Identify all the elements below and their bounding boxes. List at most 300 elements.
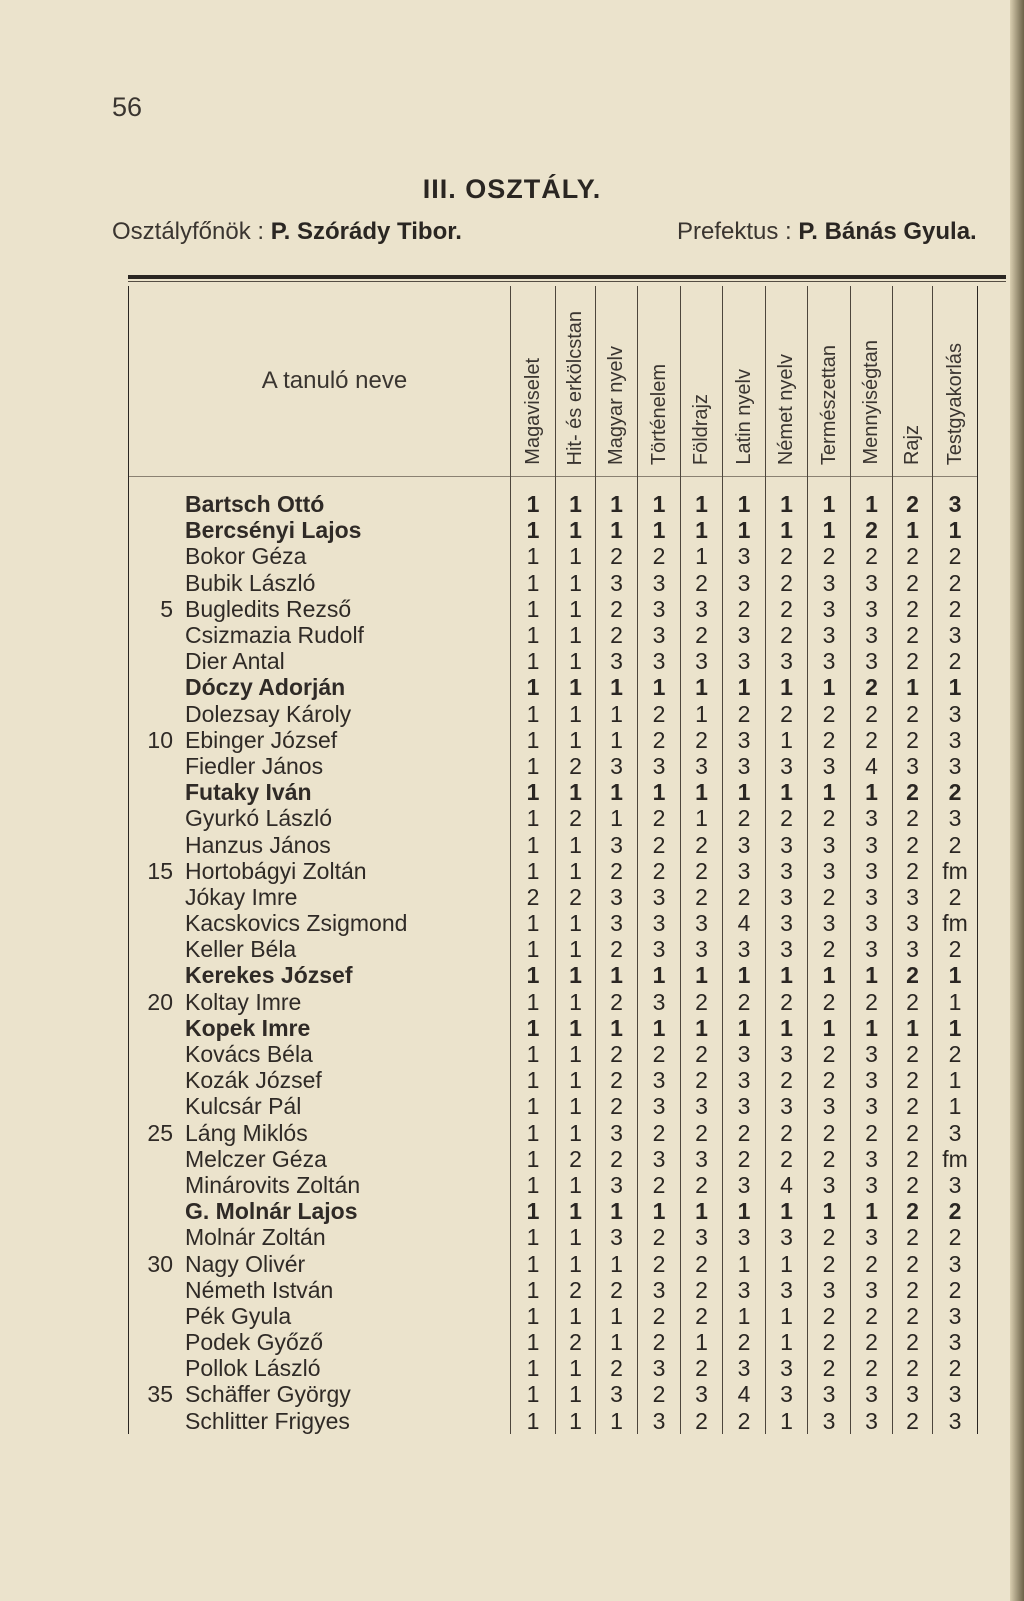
table-row xyxy=(129,1146,978,1172)
grade-table xyxy=(128,286,978,1434)
grade-cell: 3 xyxy=(638,910,681,936)
grade-cell: 3 xyxy=(723,1041,766,1067)
form-master-name: P. Szórády Tibor. xyxy=(270,218,462,245)
grade-cell: 3 xyxy=(596,648,638,674)
grade-cell: 2 xyxy=(766,989,808,1015)
grade-cell: 1 xyxy=(681,1329,723,1355)
grade-cell: 1 xyxy=(511,1041,556,1067)
grade-cell: 3 xyxy=(638,1067,681,1093)
grade-cell: 1 xyxy=(556,989,596,1015)
grade-cell: 1 xyxy=(638,517,681,543)
form-master xyxy=(112,218,462,246)
grade-cell: 3 xyxy=(808,910,851,936)
student-name: Németh István xyxy=(185,1276,334,1303)
grade-cell: 2 xyxy=(933,570,978,596)
prefect-name: P. Bánás Gyula. xyxy=(798,218,977,245)
grade-cell: 1 xyxy=(681,962,723,988)
subject-header-label: Rajz xyxy=(901,424,923,465)
table-row xyxy=(129,674,978,700)
grade-cell: 3 xyxy=(851,884,893,910)
grade-cell: 3 xyxy=(766,648,808,674)
grade-cell: 1 xyxy=(511,674,556,700)
grade-cell: 3 xyxy=(638,570,681,596)
student-name-cell xyxy=(129,1381,511,1407)
grade-cell: 1 xyxy=(766,674,808,700)
student-name-cell xyxy=(129,1224,511,1250)
page-number: 56 xyxy=(112,92,143,122)
student-name-cell xyxy=(129,1120,511,1146)
student-name-cell xyxy=(129,1041,511,1067)
grade-cell: 1 xyxy=(681,1198,723,1224)
grade-cell: 2 xyxy=(893,1250,933,1276)
grade-cell: 2 xyxy=(808,805,851,831)
grade-cell: 1 xyxy=(808,1198,851,1224)
grade-cell: 2 xyxy=(808,1355,851,1381)
grade-cell: 2 xyxy=(893,1093,933,1119)
grade-cell: 2 xyxy=(893,1172,933,1198)
subject-header-latin xyxy=(723,286,766,477)
grade-cell: 3 xyxy=(723,831,766,857)
student-name: Kacskovics Zsigmond xyxy=(185,910,408,937)
student-name-cell xyxy=(129,1329,511,1355)
grade-cell: 2 xyxy=(723,1146,766,1172)
subject-header-label: Hit- és erkölcstan xyxy=(564,310,586,465)
grade-cell: 2 xyxy=(808,989,851,1015)
grade-cell: 3 xyxy=(851,1093,893,1119)
grade-cell: 2 xyxy=(766,701,808,727)
student-name: Bokor Géza xyxy=(185,543,307,570)
grade-cell: 2 xyxy=(808,1250,851,1276)
grade-cell: 1 xyxy=(511,622,556,648)
grade-cell: 4 xyxy=(723,910,766,936)
grade-cell: 3 xyxy=(933,1120,978,1146)
grade-cell: 3 xyxy=(808,1381,851,1407)
student-name: Kerekes József xyxy=(185,962,353,989)
grade-cell: 2 xyxy=(681,1041,723,1067)
grade-cell: 3 xyxy=(893,884,933,910)
grade-cell: 3 xyxy=(638,1093,681,1119)
grade-cell: 2 xyxy=(596,989,638,1015)
grade-cell: 2 xyxy=(638,1303,681,1329)
table-row xyxy=(129,1041,978,1067)
student-name-cell xyxy=(129,1277,511,1303)
grade-cell: 1 xyxy=(766,727,808,753)
grade-cell: 2 xyxy=(893,727,933,753)
grade-cell: 3 xyxy=(638,596,681,622)
grade-cell: 1 xyxy=(893,517,933,543)
grade-cell: 3 xyxy=(851,596,893,622)
grade-cell: 1 xyxy=(556,779,596,805)
grade-cell: 2 xyxy=(893,1198,933,1224)
student-name-cell xyxy=(129,1146,511,1172)
grade-cell: 1 xyxy=(556,1041,596,1067)
subject-header-label: Testgyakorlás xyxy=(943,342,966,465)
grade-cell: 1 xyxy=(933,962,978,988)
grade-cell: 3 xyxy=(851,648,893,674)
subject-header-label: Magyar nyelv xyxy=(605,346,627,465)
table-row xyxy=(129,858,978,884)
grade-cell: 2 xyxy=(808,884,851,910)
grade-cell: 2 xyxy=(596,1067,638,1093)
grade-cell: 1 xyxy=(766,962,808,988)
grade-cell: 2 xyxy=(851,701,893,727)
subject-header-hittan xyxy=(556,286,596,477)
grade-cell: 1 xyxy=(596,779,638,805)
grade-cell: 2 xyxy=(681,1408,723,1434)
grade-cell: 1 xyxy=(851,779,893,805)
subject-header-nemet xyxy=(766,286,808,477)
grade-cell: 1 xyxy=(808,779,851,805)
grade-cell: 1 xyxy=(766,1198,808,1224)
student-name-cell xyxy=(129,779,511,805)
grade-cell: 2 xyxy=(681,831,723,857)
grade-cell: 1 xyxy=(556,1015,596,1041)
subject-header-mennyisegtan xyxy=(851,286,893,477)
grade-cell: 3 xyxy=(851,1277,893,1303)
grade-cell: 1 xyxy=(723,1015,766,1041)
grade-cell: 1 xyxy=(723,779,766,805)
student-name: Láng Miklós xyxy=(185,1119,308,1146)
grade-cell: 1 xyxy=(596,674,638,700)
grade-cell: 1 xyxy=(511,1303,556,1329)
grade-cell: 3 xyxy=(681,648,723,674)
table-row xyxy=(129,989,978,1015)
grade-cell: 3 xyxy=(808,596,851,622)
student-name: Keller Béla xyxy=(185,936,297,963)
grade-cell: 1 xyxy=(556,962,596,988)
grade-cell: 2 xyxy=(933,1041,978,1067)
grade-cell: 1 xyxy=(808,962,851,988)
grade-cell: 2 xyxy=(893,989,933,1015)
grade-cell: 3 xyxy=(681,1224,723,1250)
grade-cell: 2 xyxy=(596,596,638,622)
student-name-cell xyxy=(129,701,511,727)
grade-cell: 3 xyxy=(638,884,681,910)
grade-cell: 3 xyxy=(851,1172,893,1198)
grade-cell: 3 xyxy=(893,910,933,936)
grade-cell: 2 xyxy=(681,1172,723,1198)
student-name: Bartsch Ottó xyxy=(185,491,325,518)
grade-cell: 3 xyxy=(681,1146,723,1172)
student-name: Kovács Béla xyxy=(185,1041,313,1068)
grade-cell: 1 xyxy=(511,543,556,569)
grade-cell: 1 xyxy=(511,1067,556,1093)
student-name-cell xyxy=(129,622,511,648)
table-row xyxy=(129,1224,978,1250)
grade-cell: 1 xyxy=(556,727,596,753)
grade-cell: 2 xyxy=(933,1277,978,1303)
grade-cell: 2 xyxy=(893,831,933,857)
grade-cell: 3 xyxy=(808,622,851,648)
grade-cell: 1 xyxy=(511,1093,556,1119)
grade-cell: 3 xyxy=(933,727,978,753)
student-name: Pollok László xyxy=(185,1355,321,1382)
grade-cell: 1 xyxy=(681,1015,723,1041)
grade-cell: 3 xyxy=(851,570,893,596)
grade-cell: 1 xyxy=(511,779,556,805)
grade-cell: 2 xyxy=(556,753,596,779)
row-number: 15 xyxy=(147,857,173,884)
grade-cell: 2 xyxy=(808,1303,851,1329)
student-name: Kopek Imre xyxy=(185,1014,311,1041)
student-name-cell xyxy=(129,674,511,700)
grade-cell: 3 xyxy=(766,831,808,857)
student-name: Nagy Olivér xyxy=(185,1250,306,1277)
grade-cell: 1 xyxy=(933,989,978,1015)
grade-cell: 2 xyxy=(638,1224,681,1250)
student-name: Bercsényi Lajos xyxy=(185,517,362,544)
grade-cell: 1 xyxy=(933,1093,978,1119)
student-name-cell xyxy=(129,884,511,910)
grade-cell: 2 xyxy=(556,1277,596,1303)
grade-cell: 3 xyxy=(723,1277,766,1303)
page-edge-shadow xyxy=(1010,0,1024,1601)
student-name-cell xyxy=(129,570,511,596)
grade-cell: 3 xyxy=(681,1381,723,1407)
grade-cell: 2 xyxy=(638,1172,681,1198)
table-row xyxy=(129,1381,978,1407)
grade-cell: 3 xyxy=(933,1329,978,1355)
subject-header-label: Latin nyelv xyxy=(732,369,755,465)
subject-header-magyar xyxy=(596,286,638,477)
grade-cell: 1 xyxy=(511,1224,556,1250)
student-name-cell xyxy=(129,1250,511,1276)
student-name-cell xyxy=(129,1408,511,1434)
grade-cell: 3 xyxy=(893,753,933,779)
student-name: Dolezsay Károly xyxy=(185,700,352,727)
table-row xyxy=(129,1015,978,1041)
grade-cell: 3 xyxy=(596,884,638,910)
grade-cell: 4 xyxy=(851,753,893,779)
grade-cell: 2 xyxy=(638,805,681,831)
student-name: Jókay Imre xyxy=(185,883,298,910)
student-name: Fiedler János xyxy=(185,752,324,779)
grade-cell: 1 xyxy=(556,831,596,857)
subject-header-magaviselet xyxy=(511,286,556,477)
table-row xyxy=(129,517,978,543)
grade-cell: 3 xyxy=(851,1067,893,1093)
grade-cell: 2 xyxy=(638,1250,681,1276)
grade-cell: 2 xyxy=(893,570,933,596)
grade-cell: 3 xyxy=(808,648,851,674)
grade-cell: 3 xyxy=(851,1146,893,1172)
grade-cell: 3 xyxy=(766,1277,808,1303)
grade-cell: 3 xyxy=(638,1408,681,1434)
prefect xyxy=(677,218,977,246)
student-name-cell xyxy=(129,858,511,884)
grade-cell: 1 xyxy=(596,517,638,543)
grade-cell: 2 xyxy=(596,1146,638,1172)
grade-cell: 2 xyxy=(723,989,766,1015)
grade-cell: 1 xyxy=(556,491,596,517)
grade-cell: 2 xyxy=(851,1329,893,1355)
subject-header-tortenelem xyxy=(638,286,681,477)
grade-cell: 1 xyxy=(556,1355,596,1381)
grade-cell: 1 xyxy=(723,1250,766,1276)
grade-cell: 2 xyxy=(766,805,808,831)
table-row xyxy=(129,1172,978,1198)
grade-cell: 2 xyxy=(638,1381,681,1407)
grade-cell: 2 xyxy=(893,596,933,622)
grade-cell: 1 xyxy=(556,701,596,727)
student-name: Kozák József xyxy=(185,1067,322,1094)
grade-cell: 3 xyxy=(933,1303,978,1329)
student-name: Kulcsár Pál xyxy=(185,1093,302,1120)
grade-cell: 3 xyxy=(851,1381,893,1407)
subject-header-label: Német nyelv xyxy=(775,353,797,465)
table-row xyxy=(129,727,978,753)
student-name-cell xyxy=(129,1355,511,1381)
grade-cell: 1 xyxy=(511,1355,556,1381)
grade-cell: 1 xyxy=(596,1250,638,1276)
table-row xyxy=(129,910,978,936)
grade-cell: 1 xyxy=(723,491,766,517)
grade-cell: 2 xyxy=(723,701,766,727)
grade-cell: 2 xyxy=(681,1303,723,1329)
student-name: Ebinger József xyxy=(185,726,338,753)
grade-cell: 1 xyxy=(681,491,723,517)
grade-cell: 1 xyxy=(638,674,681,700)
table-row xyxy=(129,962,978,988)
grade-cell: 2 xyxy=(851,989,893,1015)
grade-cell: 2 xyxy=(681,1250,723,1276)
grade-cell: 3 xyxy=(723,648,766,674)
grade-cell: 1 xyxy=(681,805,723,831)
table-row xyxy=(129,936,978,962)
grade-cell: 2 xyxy=(596,1093,638,1119)
grade-cell: 1 xyxy=(766,1250,808,1276)
grade-cell: 2 xyxy=(681,622,723,648)
grade-cell: 1 xyxy=(766,491,808,517)
table-row xyxy=(129,1093,978,1119)
grade-cell: 1 xyxy=(681,779,723,805)
grade-cell: 2 xyxy=(556,884,596,910)
grade-cell: 3 xyxy=(638,622,681,648)
student-name: Pék Gyula xyxy=(185,1302,292,1329)
grade-cell: 1 xyxy=(596,1303,638,1329)
grade-cell: 1 xyxy=(511,910,556,936)
grade-cell: 3 xyxy=(808,1277,851,1303)
grade-cell: 1 xyxy=(511,989,556,1015)
grade-cell: 1 xyxy=(511,1146,556,1172)
grade-cell: 3 xyxy=(933,1408,978,1434)
grade-cell: 2 xyxy=(808,1120,851,1146)
student-name: Schäffer György xyxy=(185,1381,351,1408)
grade-cell: 1 xyxy=(596,701,638,727)
grade-cell: 1 xyxy=(511,831,556,857)
grade-cell: 1 xyxy=(556,1172,596,1198)
grade-cell: 1 xyxy=(556,596,596,622)
row-number: 10 xyxy=(147,726,173,753)
grade-cell: 2 xyxy=(851,1250,893,1276)
grade-cell: 3 xyxy=(808,1408,851,1434)
grade-cell: 1 xyxy=(511,1172,556,1198)
grade-cell: 1 xyxy=(511,1120,556,1146)
student-name-cell xyxy=(129,910,511,936)
table-row xyxy=(129,1198,978,1224)
grade-cell: 3 xyxy=(638,989,681,1015)
grade-cell: 3 xyxy=(681,1093,723,1119)
student-name: G. Molnár Lajos xyxy=(185,1198,358,1225)
grade-cell: 2 xyxy=(893,1329,933,1355)
grade-cell: 2 xyxy=(556,1146,596,1172)
grade-cell: 3 xyxy=(638,936,681,962)
grade-cell: 1 xyxy=(681,674,723,700)
student-name-cell xyxy=(129,1093,511,1119)
grade-cell: 1 xyxy=(638,1015,681,1041)
grade-cell: 2 xyxy=(596,1355,638,1381)
grade-cell: 4 xyxy=(766,1172,808,1198)
grade-cell: 3 xyxy=(723,936,766,962)
grade-cell: 3 xyxy=(933,753,978,779)
table-row xyxy=(129,1250,978,1276)
grade-cell: 1 xyxy=(511,727,556,753)
grade-cell: 2 xyxy=(893,962,933,988)
grade-cell: 1 xyxy=(766,1329,808,1355)
subject-header-rajz xyxy=(893,286,933,477)
grade-cell: 3 xyxy=(933,1172,978,1198)
grade-cell: 2 xyxy=(808,1041,851,1067)
grade-cell: 3 xyxy=(851,910,893,936)
grade-cell: 1 xyxy=(511,596,556,622)
class-title: III. OSZTÁLY. xyxy=(422,174,602,204)
grade-cell: 1 xyxy=(511,753,556,779)
grade-cell: 1 xyxy=(893,1015,933,1041)
grade-cell: 3 xyxy=(638,648,681,674)
grade-cell: 1 xyxy=(723,517,766,543)
grade-cell: 3 xyxy=(723,858,766,884)
grade-cell: 1 xyxy=(511,648,556,674)
table-row xyxy=(129,1277,978,1303)
header-rule-thin xyxy=(128,281,1006,282)
grade-cell: fm xyxy=(933,910,978,936)
student-name: Hanzus János xyxy=(185,831,331,858)
grade-cell: 2 xyxy=(933,936,978,962)
grade-cell: 2 xyxy=(638,727,681,753)
grade-cell: 1 xyxy=(511,701,556,727)
grade-cell: 1 xyxy=(766,1408,808,1434)
grade-cell: 2 xyxy=(893,622,933,648)
student-name-cell xyxy=(129,831,511,857)
grade-cell: 1 xyxy=(556,858,596,884)
grade-cell: 3 xyxy=(596,753,638,779)
grade-cell: 2 xyxy=(681,884,723,910)
grade-cell: 2 xyxy=(596,1277,638,1303)
grade-cell: 2 xyxy=(723,1329,766,1355)
grade-cell: 1 xyxy=(638,1198,681,1224)
grade-cell: 1 xyxy=(556,1381,596,1407)
grade-cell: 2 xyxy=(851,1120,893,1146)
grade-cell: 1 xyxy=(808,491,851,517)
student-name-cell xyxy=(129,1172,511,1198)
grade-cell: 1 xyxy=(556,1198,596,1224)
grade-cell: 3 xyxy=(933,1381,978,1407)
student-name-cell xyxy=(129,936,511,962)
grade-cell: 1 xyxy=(596,962,638,988)
grade-cell: 2 xyxy=(933,648,978,674)
grade-cell: 1 xyxy=(596,491,638,517)
grade-cell: 2 xyxy=(808,1224,851,1250)
grade-table-body xyxy=(129,491,978,1434)
grade-cell: 2 xyxy=(893,1120,933,1146)
grade-cell: 1 xyxy=(596,1198,638,1224)
grade-cell: 1 xyxy=(556,936,596,962)
grade-cell: 3 xyxy=(851,936,893,962)
table-row xyxy=(129,1408,978,1434)
grade-cell: 3 xyxy=(933,805,978,831)
grade-cell: 1 xyxy=(638,779,681,805)
grade-cell: 3 xyxy=(933,491,978,517)
